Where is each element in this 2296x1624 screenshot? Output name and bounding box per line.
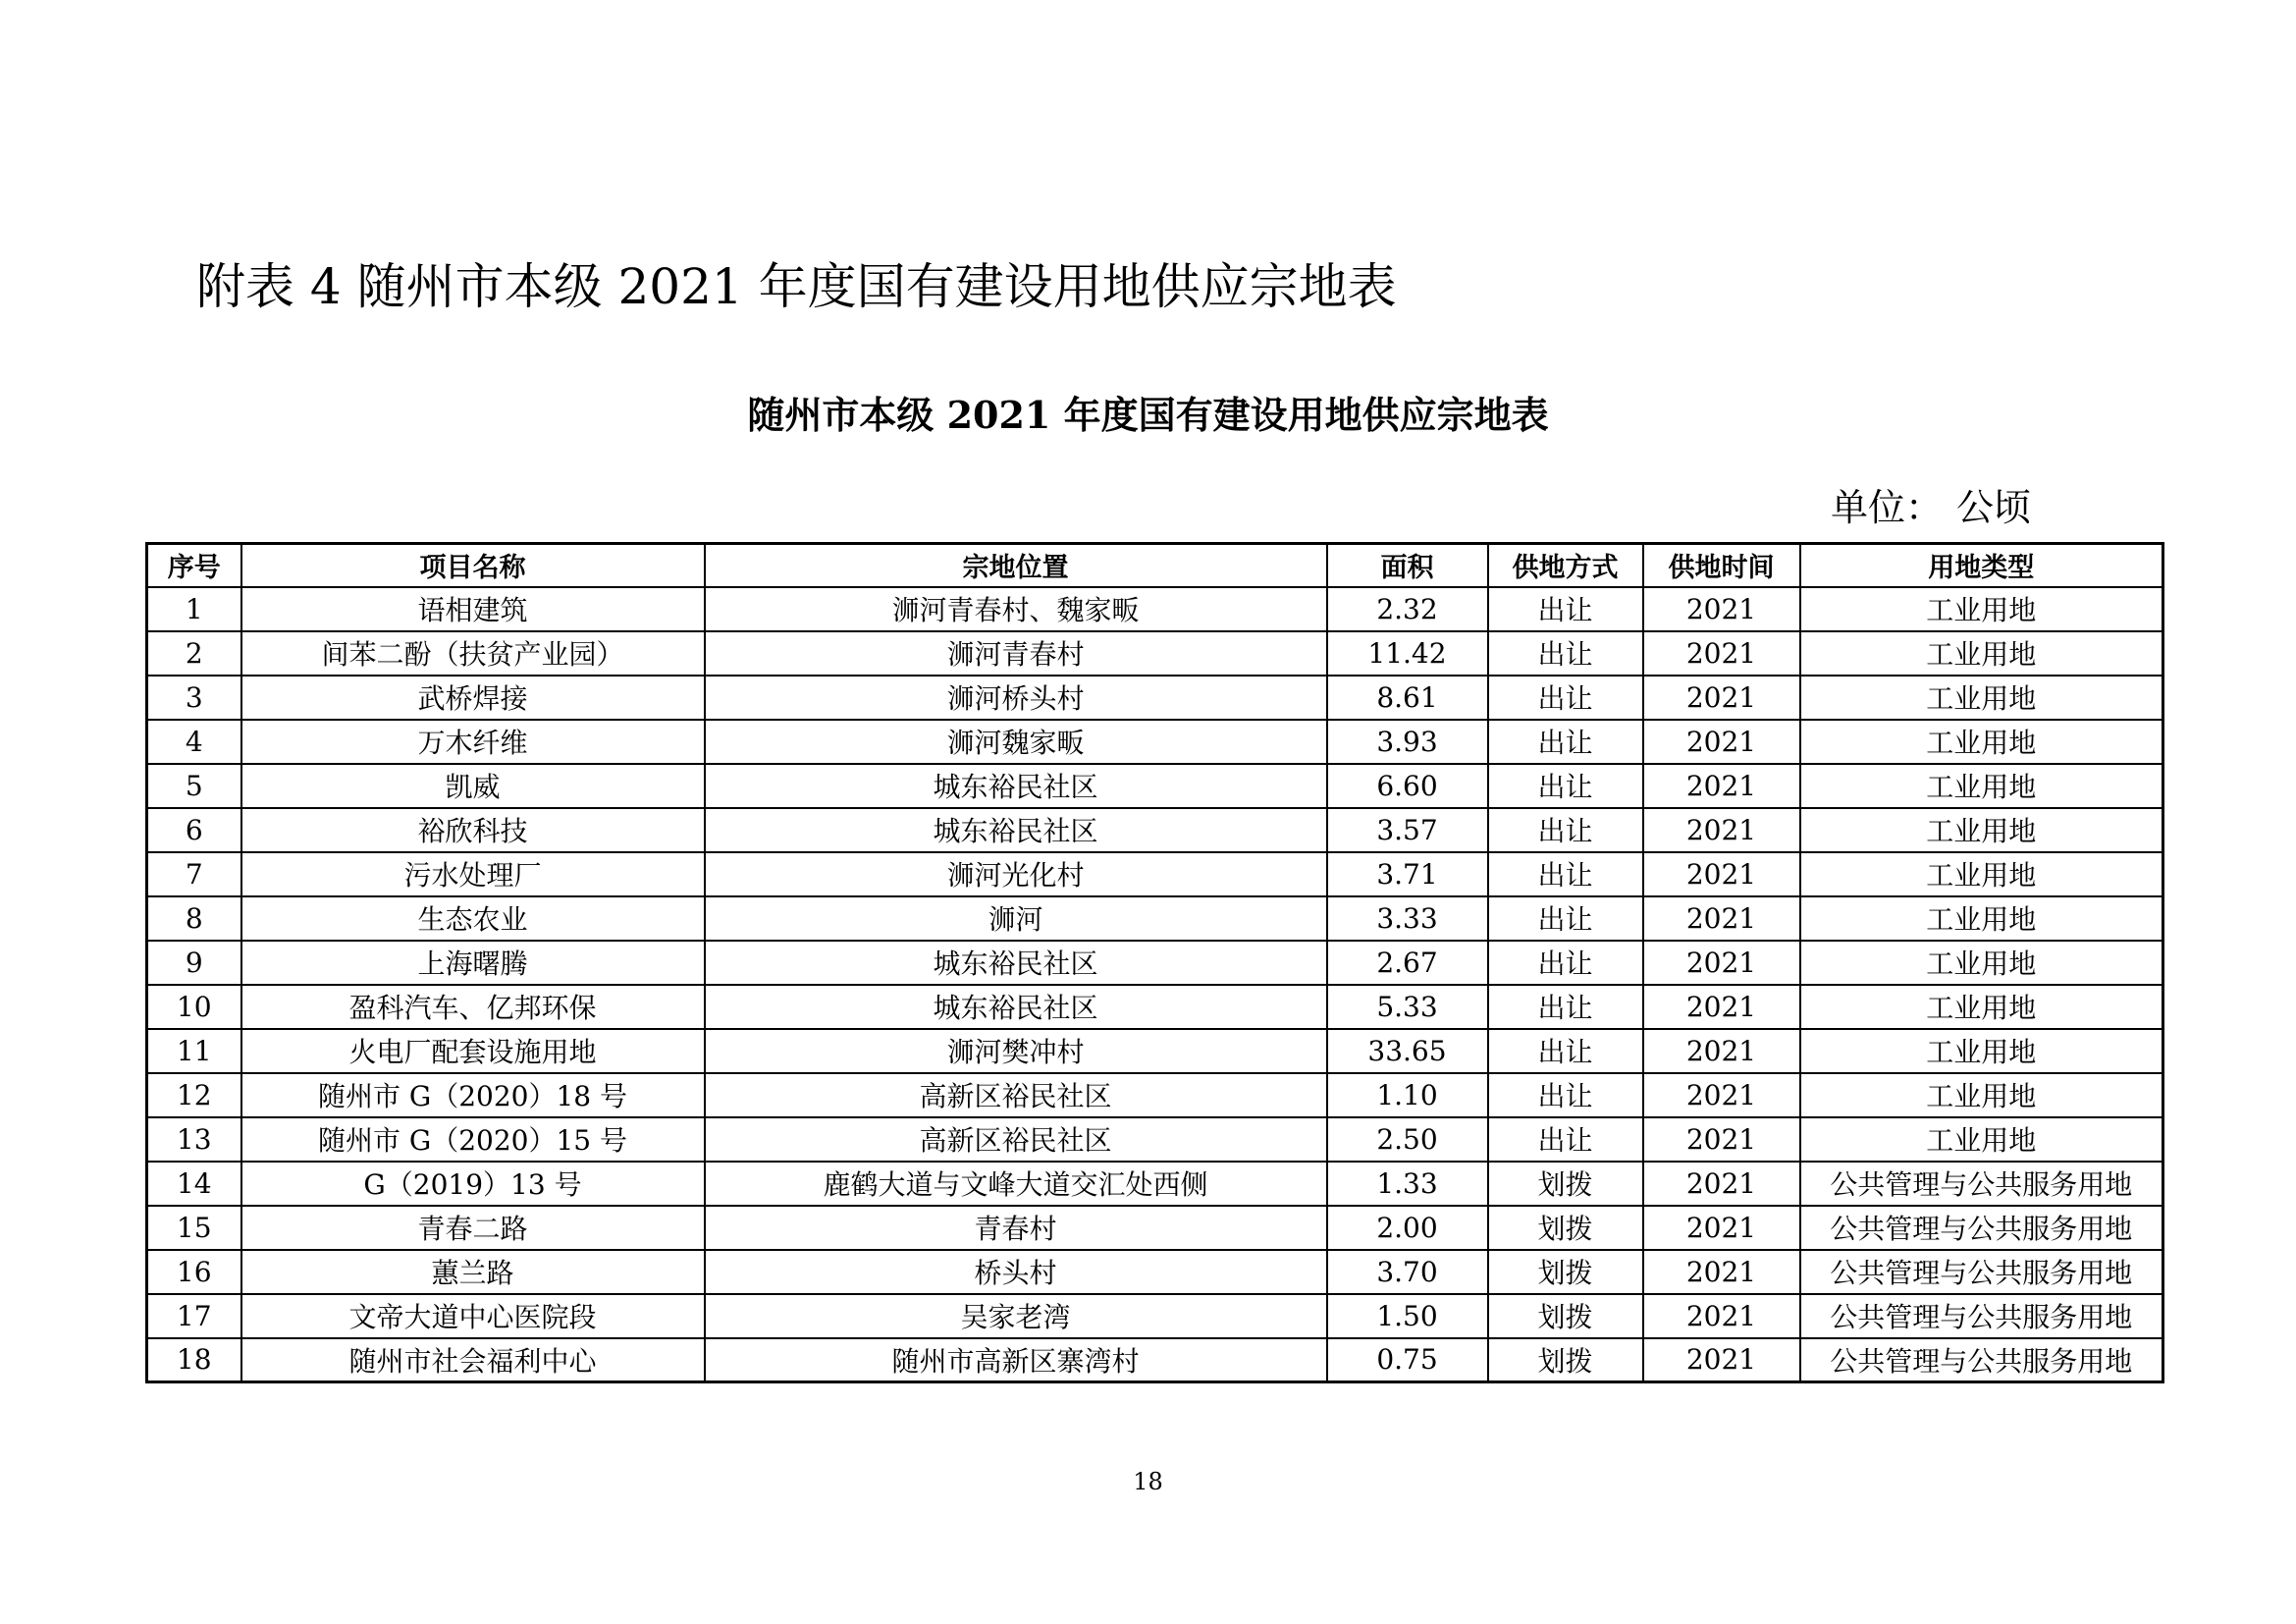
column-header-project: 项目名称 (241, 544, 705, 587)
table-title: 随州市本级 2021 年度国有建设用地供应宗地表 (747, 393, 1549, 437)
cell-land-use: 工业用地 (1800, 631, 2163, 676)
table-row (147, 676, 2163, 720)
cell-land-use: 工业用地 (1800, 808, 2163, 852)
cell-supply-method: 划拨 (1488, 1250, 1643, 1294)
cell-index: 12 (147, 1073, 241, 1117)
table-row (147, 587, 2163, 631)
table-row (147, 852, 2163, 896)
table-row (147, 764, 2163, 808)
cell-land-use: 公共管理与公共服务用地 (1800, 1206, 2163, 1250)
cell-project-name: 上海曙腾 (241, 941, 705, 985)
cell-project-name: 文帝大道中心医院段 (241, 1294, 705, 1338)
cell-supply-year: 2021 (1643, 631, 1800, 676)
table-body (147, 587, 2163, 1382)
column-header-supply-year: 供地时间 (1643, 544, 1800, 587)
column-header-index: 序号 (147, 544, 241, 587)
cell-index: 9 (147, 941, 241, 985)
unit-label: 单位： (1830, 486, 1943, 529)
cell-area: 33.65 (1327, 1029, 1488, 1073)
cell-area: 3.93 (1327, 720, 1488, 764)
table-row (147, 1338, 2163, 1382)
cell-index: 15 (147, 1206, 241, 1250)
cell-supply-year: 2021 (1643, 1250, 1800, 1294)
table-row (147, 1294, 2163, 1338)
cell-supply-year: 2021 (1643, 1073, 1800, 1117)
cell-supply-method: 出让 (1488, 852, 1643, 896)
cell-supply-method: 出让 (1488, 808, 1643, 852)
unit-note (1831, 483, 2031, 532)
cell-land-use: 工业用地 (1800, 720, 2163, 764)
cell-index: 8 (147, 896, 241, 941)
cell-area: 3.70 (1327, 1250, 1488, 1294)
column-header-land-use: 用地类型 (1800, 544, 2163, 587)
table-row (147, 1117, 2163, 1162)
cell-project-name: 随州市 G（2020）18 号 (241, 1073, 705, 1117)
cell-area: 3.33 (1327, 896, 1488, 941)
cell-area: 1.33 (1327, 1162, 1488, 1206)
cell-location: 城东裕民社区 (705, 808, 1327, 852)
cell-land-use: 工业用地 (1800, 852, 2163, 896)
page-heading: 附表 4 随州市本级 2021 年度国有建设用地供应宗地表 (196, 258, 1397, 315)
cell-supply-method: 出让 (1488, 896, 1643, 941)
cell-index: 11 (147, 1029, 241, 1073)
cell-location: 高新区裕民社区 (705, 1117, 1327, 1162)
cell-area: 0.75 (1327, 1338, 1488, 1382)
cell-location: 浉河青春村、魏家畈 (705, 587, 1327, 631)
column-header-area: 面积 (1327, 544, 1488, 587)
cell-supply-year: 2021 (1643, 808, 1800, 852)
table-row (147, 1250, 2163, 1294)
cell-supply-year: 2021 (1643, 1029, 1800, 1073)
cell-project-name: 青春二路 (241, 1206, 705, 1250)
cell-location: 城东裕民社区 (705, 985, 1327, 1029)
cell-index: 1 (147, 587, 241, 631)
cell-project-name: 万木纤维 (241, 720, 705, 764)
cell-index: 5 (147, 764, 241, 808)
cell-supply-year: 2021 (1643, 941, 1800, 985)
cell-land-use: 工业用地 (1800, 896, 2163, 941)
cell-supply-method: 划拨 (1488, 1338, 1643, 1382)
table-row (147, 1073, 2163, 1117)
cell-project-name: 武桥焊接 (241, 676, 705, 720)
table-row (147, 985, 2163, 1029)
page-number: 18 (1133, 1468, 1163, 1495)
cell-land-use: 工业用地 (1800, 1073, 2163, 1117)
cell-land-use: 公共管理与公共服务用地 (1800, 1294, 2163, 1338)
cell-index: 4 (147, 720, 241, 764)
table-row (147, 1206, 2163, 1250)
table-row (147, 720, 2163, 764)
cell-index: 14 (147, 1162, 241, 1206)
cell-land-use: 工业用地 (1800, 587, 2163, 631)
cell-supply-method: 出让 (1488, 631, 1643, 676)
cell-project-name: 盈科汽车、亿邦环保 (241, 985, 705, 1029)
cell-supply-year: 2021 (1643, 676, 1800, 720)
cell-index: 7 (147, 852, 241, 896)
cell-supply-year: 2021 (1643, 1162, 1800, 1206)
cell-project-name: 随州市 G（2020）15 号 (241, 1117, 705, 1162)
cell-land-use: 公共管理与公共服务用地 (1800, 1162, 2163, 1206)
cell-land-use: 工业用地 (1800, 941, 2163, 985)
cell-project-name: 随州市社会福利中心 (241, 1338, 705, 1382)
cell-supply-year: 2021 (1643, 587, 1800, 631)
cell-land-use: 工业用地 (1800, 985, 2163, 1029)
cell-supply-method: 划拨 (1488, 1206, 1643, 1250)
cell-supply-year: 2021 (1643, 720, 1800, 764)
cell-project-name: 蕙兰路 (241, 1250, 705, 1294)
cell-supply-year: 2021 (1643, 764, 1800, 808)
cell-index: 17 (147, 1294, 241, 1338)
cell-location: 浉河魏家畈 (705, 720, 1327, 764)
cell-area: 2.32 (1327, 587, 1488, 631)
cell-area: 2.00 (1327, 1206, 1488, 1250)
cell-project-name: 间苯二酚（扶贫产业园） (241, 631, 705, 676)
cell-area: 3.57 (1327, 808, 1488, 852)
cell-location: 桥头村 (705, 1250, 1327, 1294)
cell-land-use: 工业用地 (1800, 764, 2163, 808)
cell-location: 青春村 (705, 1206, 1327, 1250)
cell-area: 1.50 (1327, 1294, 1488, 1338)
cell-area: 3.71 (1327, 852, 1488, 896)
cell-location: 浉河光化村 (705, 852, 1327, 896)
cell-land-use: 工业用地 (1800, 1117, 2163, 1162)
cell-supply-method: 出让 (1488, 676, 1643, 720)
cell-supply-year: 2021 (1643, 852, 1800, 896)
cell-supply-year: 2021 (1643, 1117, 1800, 1162)
cell-supply-year: 2021 (1643, 1294, 1800, 1338)
cell-project-name: 凯威 (241, 764, 705, 808)
cell-project-name: 裕欣科技 (241, 808, 705, 852)
table-header-row (147, 544, 2163, 587)
cell-supply-year: 2021 (1643, 985, 1800, 1029)
cell-location: 浉河桥头村 (705, 676, 1327, 720)
cell-index: 16 (147, 1250, 241, 1294)
cell-land-use: 公共管理与公共服务用地 (1800, 1338, 2163, 1382)
cell-supply-method: 出让 (1488, 720, 1643, 764)
cell-supply-method: 出让 (1488, 985, 1643, 1029)
cell-project-name: 语相建筑 (241, 587, 705, 631)
cell-location: 浉河 (705, 896, 1327, 941)
cell-location: 浉河樊冲村 (705, 1029, 1327, 1073)
cell-project-name: 污水处理厂 (241, 852, 705, 896)
cell-index: 3 (147, 676, 241, 720)
cell-index: 2 (147, 631, 241, 676)
table-row (147, 808, 2163, 852)
land-supply-table (145, 542, 2164, 1383)
cell-land-use: 公共管理与公共服务用地 (1800, 1250, 2163, 1294)
column-header-supply-method: 供地方式 (1488, 544, 1643, 587)
table-row (147, 1162, 2163, 1206)
cell-project-name: 火电厂配套设施用地 (241, 1029, 705, 1073)
cell-area: 11.42 (1327, 631, 1488, 676)
cell-area: 8.61 (1327, 676, 1488, 720)
cell-index: 6 (147, 808, 241, 852)
cell-project-name: G（2019）13 号 (241, 1162, 705, 1206)
cell-land-use: 工业用地 (1800, 1029, 2163, 1073)
cell-location: 吴家老湾 (705, 1294, 1327, 1338)
cell-supply-method: 出让 (1488, 1029, 1643, 1073)
unit-value: 公顷 (1955, 486, 2031, 529)
cell-supply-year: 2021 (1643, 896, 1800, 941)
table-row (147, 1029, 2163, 1073)
cell-location: 高新区裕民社区 (705, 1073, 1327, 1117)
cell-supply-year: 2021 (1643, 1338, 1800, 1382)
cell-supply-method: 出让 (1488, 764, 1643, 808)
table-row (147, 941, 2163, 985)
cell-supply-method: 出让 (1488, 1117, 1643, 1162)
cell-area: 6.60 (1327, 764, 1488, 808)
cell-index: 18 (147, 1338, 241, 1382)
cell-location: 浉河青春村 (705, 631, 1327, 676)
cell-index: 13 (147, 1117, 241, 1162)
cell-location: 城东裕民社区 (705, 764, 1327, 808)
cell-area: 1.10 (1327, 1073, 1488, 1117)
cell-supply-method: 出让 (1488, 941, 1643, 985)
cell-supply-method: 出让 (1488, 587, 1643, 631)
cell-location: 城东裕民社区 (705, 941, 1327, 985)
column-header-location: 宗地位置 (705, 544, 1327, 587)
cell-area: 2.50 (1327, 1117, 1488, 1162)
cell-area: 5.33 (1327, 985, 1488, 1029)
cell-location: 鹿鹤大道与文峰大道交汇处西侧 (705, 1162, 1327, 1206)
cell-area: 2.67 (1327, 941, 1488, 985)
cell-land-use: 工业用地 (1800, 676, 2163, 720)
cell-index: 10 (147, 985, 241, 1029)
cell-supply-method: 划拨 (1488, 1294, 1643, 1338)
cell-supply-year: 2021 (1643, 1206, 1800, 1250)
cell-project-name: 生态农业 (241, 896, 705, 941)
cell-supply-method: 划拨 (1488, 1162, 1643, 1206)
cell-location: 随州市高新区寨湾村 (705, 1338, 1327, 1382)
table-row (147, 631, 2163, 676)
cell-supply-method: 出让 (1488, 1073, 1643, 1117)
table-row (147, 896, 2163, 941)
